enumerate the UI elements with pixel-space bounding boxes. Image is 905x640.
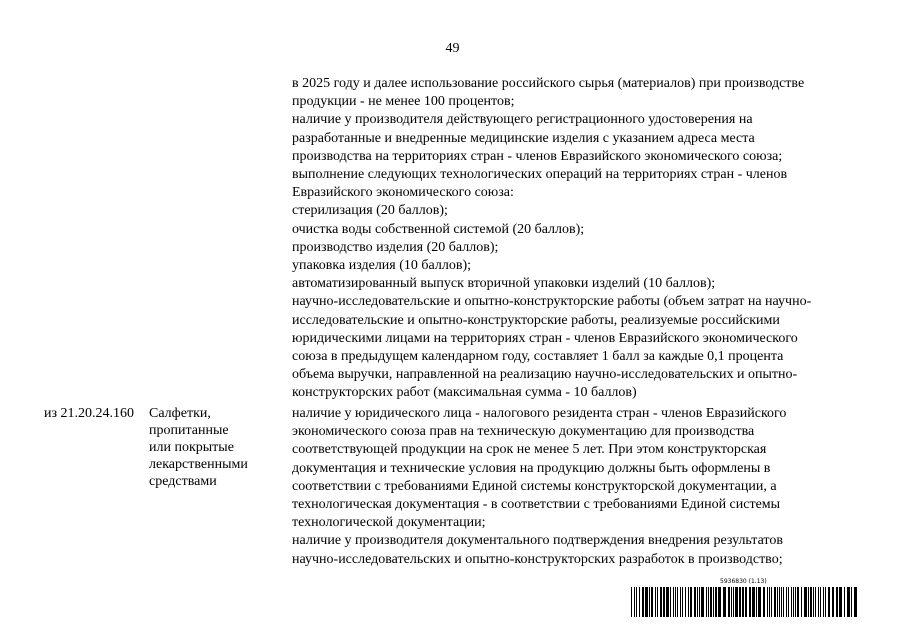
barcode bbox=[630, 578, 858, 618]
barcode-bars-icon bbox=[630, 587, 858, 617]
text-line: исследовательские и опытно-конструкторские работы, реализуемые российскими bbox=[292, 312, 780, 328]
product-name bbox=[149, 405, 279, 490]
text-line: наличие у производителя действующего регистрационного удостоверения на bbox=[292, 112, 753, 128]
text-line: соответствующей продукции на срок не менее 5 лет. При этом конструкторская bbox=[292, 442, 767, 458]
text-line: научно-исследовательские и опытно-конструкторские работы (объем затрат на научно- bbox=[292, 294, 812, 310]
text-line: экономического союза прав на техническую документацию для производства bbox=[292, 424, 755, 440]
text-line: разработанные и внедренные медицинские изделия с указанием адреса места bbox=[292, 130, 755, 146]
text-line: технологическая документация - в соответствии с требованиями Единой системы bbox=[292, 497, 781, 513]
barcode-label: 5936830 (1.13) bbox=[720, 578, 767, 585]
text-line: Евразийского экономического союза: bbox=[292, 185, 514, 201]
text-line: производства на территориях стран - членов Евразийского экономического союза; bbox=[292, 148, 783, 164]
text-line: наличие у производителя документального подтверждения внедрения результатов bbox=[292, 533, 783, 549]
product-name-line: лекарственными bbox=[149, 457, 248, 472]
product-name-line: Салфетки, bbox=[149, 406, 211, 421]
product-name-line: средствами bbox=[149, 474, 217, 489]
text-line: конструкторских работ (максимальная сумма - 10 баллов) bbox=[292, 385, 637, 401]
criteria-text-block bbox=[292, 75, 872, 403]
text-line: юридическими лицами на территориях стран - членов Евразийского экономического bbox=[292, 330, 798, 346]
text-line: союза в предыдущем календарном году, составляет 1 балл за каждые 0,1 процента bbox=[292, 349, 784, 365]
page-number: 49 bbox=[445, 41, 460, 56]
text-line: автоматизированный выпуск вторичной упаковки изделий (10 баллов); bbox=[292, 276, 716, 292]
text-line: наличие у юридического лица - налогового резидента стран - членов Евразийского bbox=[292, 406, 787, 421]
text-line: очистка воды собственной системой (20 баллов); bbox=[292, 221, 585, 237]
text-line: продукции - не менее 100 процентов; bbox=[292, 94, 515, 110]
text-line: научно-исследовательских и опытно-конструкторских разработок в производство; bbox=[292, 551, 783, 567]
text-line: технологической документации; bbox=[292, 515, 486, 531]
product-name-line: пропитанные bbox=[149, 423, 229, 438]
product-code: из 21.20.24.160 bbox=[44, 406, 135, 421]
text-line: в 2025 году и далее использование российского сырья (материалов) при производстве bbox=[292, 76, 805, 91]
text-line: упаковка изделия (10 баллов); bbox=[292, 258, 471, 274]
requirements-text-block bbox=[292, 405, 872, 569]
text-line: соответствии с требованиями Единой системы конструкторской документации, а bbox=[292, 478, 777, 494]
product-name-line: или покрытые bbox=[149, 440, 234, 455]
text-line: стерилизация (20 баллов); bbox=[292, 203, 448, 219]
text-line: объема выручки, направленной на реализацию научно-исследовательских и опытно- bbox=[292, 367, 798, 383]
text-line: выполнение следующих технологических операций на территориях стран - членов bbox=[292, 167, 788, 183]
text-line: производство изделия (20 баллов); bbox=[292, 239, 499, 255]
text-line: документация и технические условия на продукцию должны быть оформлены в bbox=[292, 460, 771, 476]
